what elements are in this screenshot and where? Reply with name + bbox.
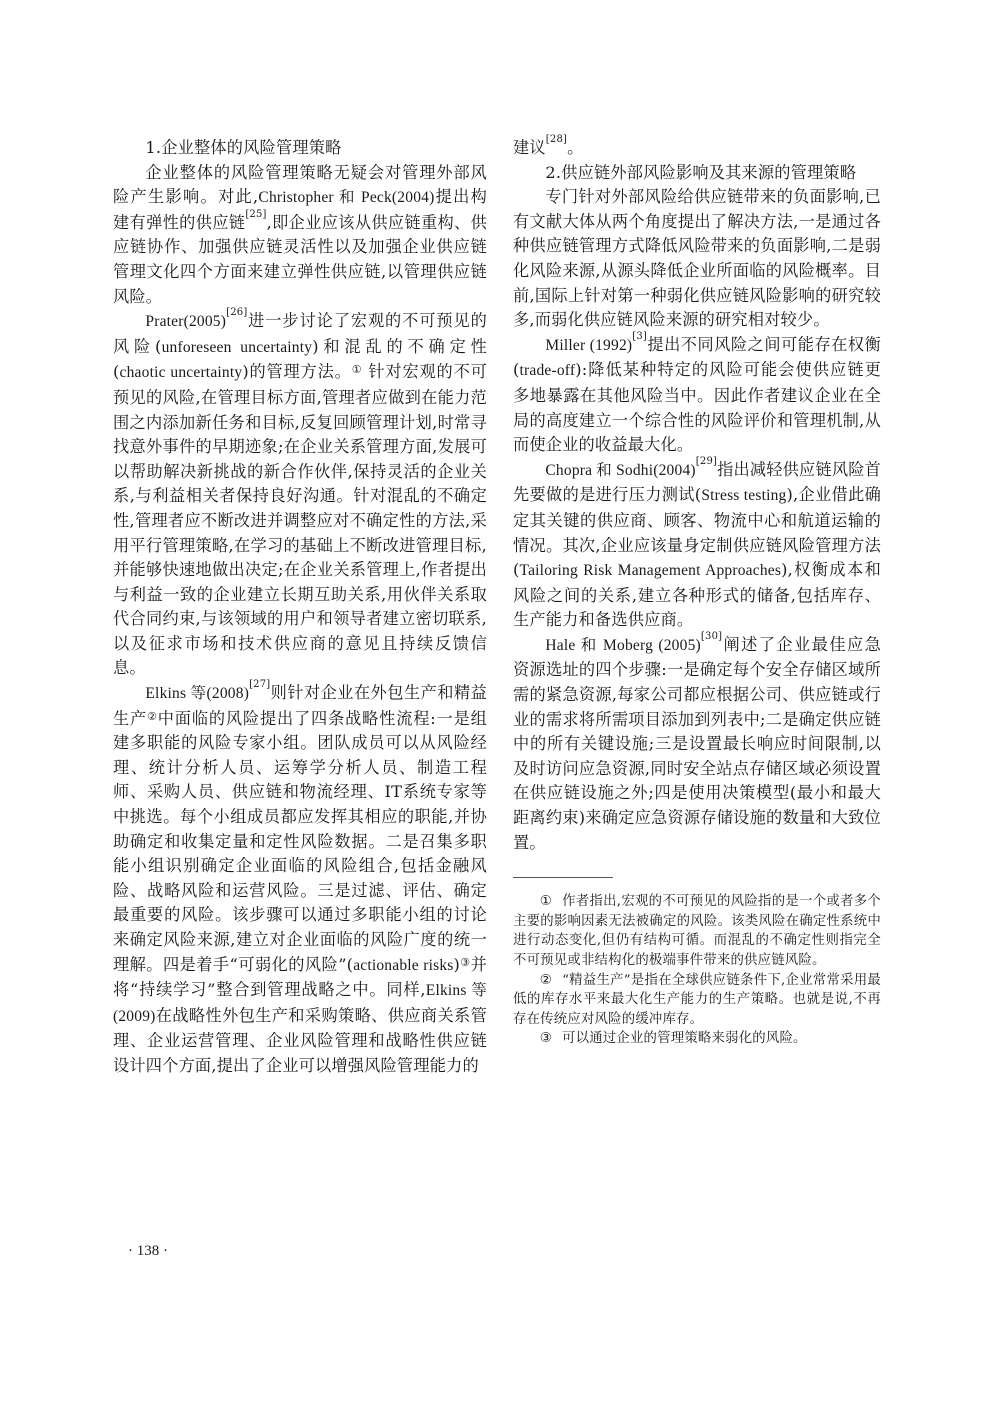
footnote-divider [513,877,613,878]
citation-3[interactable]: [3] [632,330,648,342]
paragraph-continuation: 建议[28]。 [513,134,584,157]
left-column [113,136,487,1079]
citation-28[interactable]: [28] [545,134,568,145]
paragraph-christopher-peck: 企业整体的风险管理策略无疑会对管理外部风险产生影响。对此,Christopher 和 Peck(2004)提出构建有弹性的供应链[25],即企业应该从供应链重构、供应链协作、加强供应链灵活性以及加强企业供应链管理文化四个方面来建立弹性供应链,以管理供应链风险。 [113,162,487,306]
footnote-2: ② “精益生产”是指在全球供应链条件下,企业常常采用最低的库存水平来最大化生产能力的生产策略。也就是说,不再存在传统应对风险的缓冲库存。 [513,972,881,1027]
paragraph-prater: Prater(2005)[26]进一步讨论了宏观的不可预见的风险(unforeseen uncertainty)和混乱的不确定性(chaotic uncertainty)的管理方法。① 针对宏观的不可预见的风险,在管理目标方面,管理者应做到在能力范围之内添加新任务和目标,反复回顾管理计划,时常寻找意外事件的早期迹象;在企业关系管理方面,发展可以帮助解决新挑战的新合作伙伴,保持灵活的企业关系,与利益相关者保持良好沟通。针对混乱的不确定性,管理者应不断改进并调整应对不确定性的方法,采用平行管理策略,在学习的基础上不断改进管理目标,并能够快速地做出决定;在企业关系管理上,作者提出与利益一致的企业建立长期互助关系,用伙伴关系取代合同约束,与该领域的用户和领导者建立密切联系,以及征求市场和技术供应商的意见且持续反馈信息。 [113,307,487,678]
footnotes [513,892,881,1049]
citation-29[interactable]: [29] [695,455,718,467]
paragraph-external-risk: 专门针对外部风险给供应链带来的负面影响,已有文献大体从两个角度提出了解决方法,一是通过各种供应链管理方式降低风险带来的负面影响,二是弱化风险来源,从源头降低企业所面临的风险概率。目前,国际上针对第一种弱化供应链风险影响的研究较多,而弱化供应链风险来源的研究相对较少。 [513,187,881,330]
paragraph-chopra-sodhi: Chopra 和 Sodhi(2004)[29]指出减轻供应链风险首先要做的是进行压力测试(Stress testing),企业借此确定其关键的供应商、顾客、物流中心和航道运输的情况。其次,企业应该量身定制供应链风险管理方法(Tailoring Risk Management Approaches),权衡成本和风险之间的关系,建立各种形式的储备,包括库存、生产能力和备选供应商。 [513,455,881,630]
paragraph-elkins: Elkins 等(2008)[27]则针对企业在外包生产和精益生产②中面临的风险提出了四条战略性流程:一是组建多职能的风险专家小组。团队成员可以从风险经理、统计分析人员、运筹学分析人员、制造工程师、采购人员、供应链和物流经理、IT系统专家等中挑选。每个小组成员都应发挥其相应的职能,并协助确定和收集定量和定性风险数据。二是召集多职能小组识别确定企业面临的风险组合,包括金融风险、战略风险和运营风险。三是过滤、评估、确定最重要的风险。该步骤可以通过多职能小组的讨论来确定风险来源,建立对企业面临的风险广度的统一理解。四是着手“可弱化的风险”(actionable risks)③并将“持续学习”整合到管理战略之中。同样,Elkins 等(2009)在战略性外包生产和采购策略、供应商关系管理、企业运营管理、企业风险管理和战略性供应链设计四个方面,提出了企业可以增强风险管理能力的 [113,679,488,1075]
section-heading-1: 1.企业整体的风险管理策略 [145,138,342,157]
paragraph-miller: Miller (1992)[3]提出不同风险之间可能存在权衡(trade-off):降低某种特定的风险可能会使供应链更多地暴露在其他风险当中。因此作者建议企业在全局的高度建立一个综合性的风险评价和管理机制,从而使企业的收益最大化。 [513,330,881,455]
citation-27[interactable]: [27] [249,679,271,691]
citation-25[interactable]: [25] [245,208,267,220]
footnote-marker-1[interactable]: ① [351,363,363,377]
footnote-3: ③ 可以通过企业的管理策略来弱化的风险。 [539,1031,807,1047]
section-heading-2: 2.供应链外部风险影响及其来源的管理策略 [545,162,857,182]
right-column [513,136,881,1049]
citation-30[interactable]: [30] [700,630,723,642]
citation-26[interactable]: [26] [226,307,248,319]
footnote-1: ① 作者指出,宏观的不可预见的风险指的是一个或者多个主要的影响因素无法被确定的风险。该类风险在确定性系统中进行动态变化,但仍有结构可循。而混乱的不确定性则指完全不可预见或非结构化的极端事件带来的供应链风险。 [513,894,881,968]
footnote-marker-3[interactable]: ③ [460,955,471,969]
page-number: · 138 · [128,1243,168,1259]
footnote-marker-2[interactable]: ② [147,709,158,723]
paragraph-hale-moberg: Hale 和 Moberg (2005)[30]阐述了企业最佳应急资源选址的四个步骤:一是确定每个安全存储区域所需的紧急资源,每家公司都应根据公司、供应链或行业的需求将所需项目添加到列表中;二是确定供应链中的所有关键设施;三是设置最长响应时间限制,以及时访问应急资源,同时安全站点存储区域必须设置在供应链设施之外;四是使用决策模型(最小和最大距离约束)来确定应急资源存储设施的数量和大致位置。 [513,630,881,852]
